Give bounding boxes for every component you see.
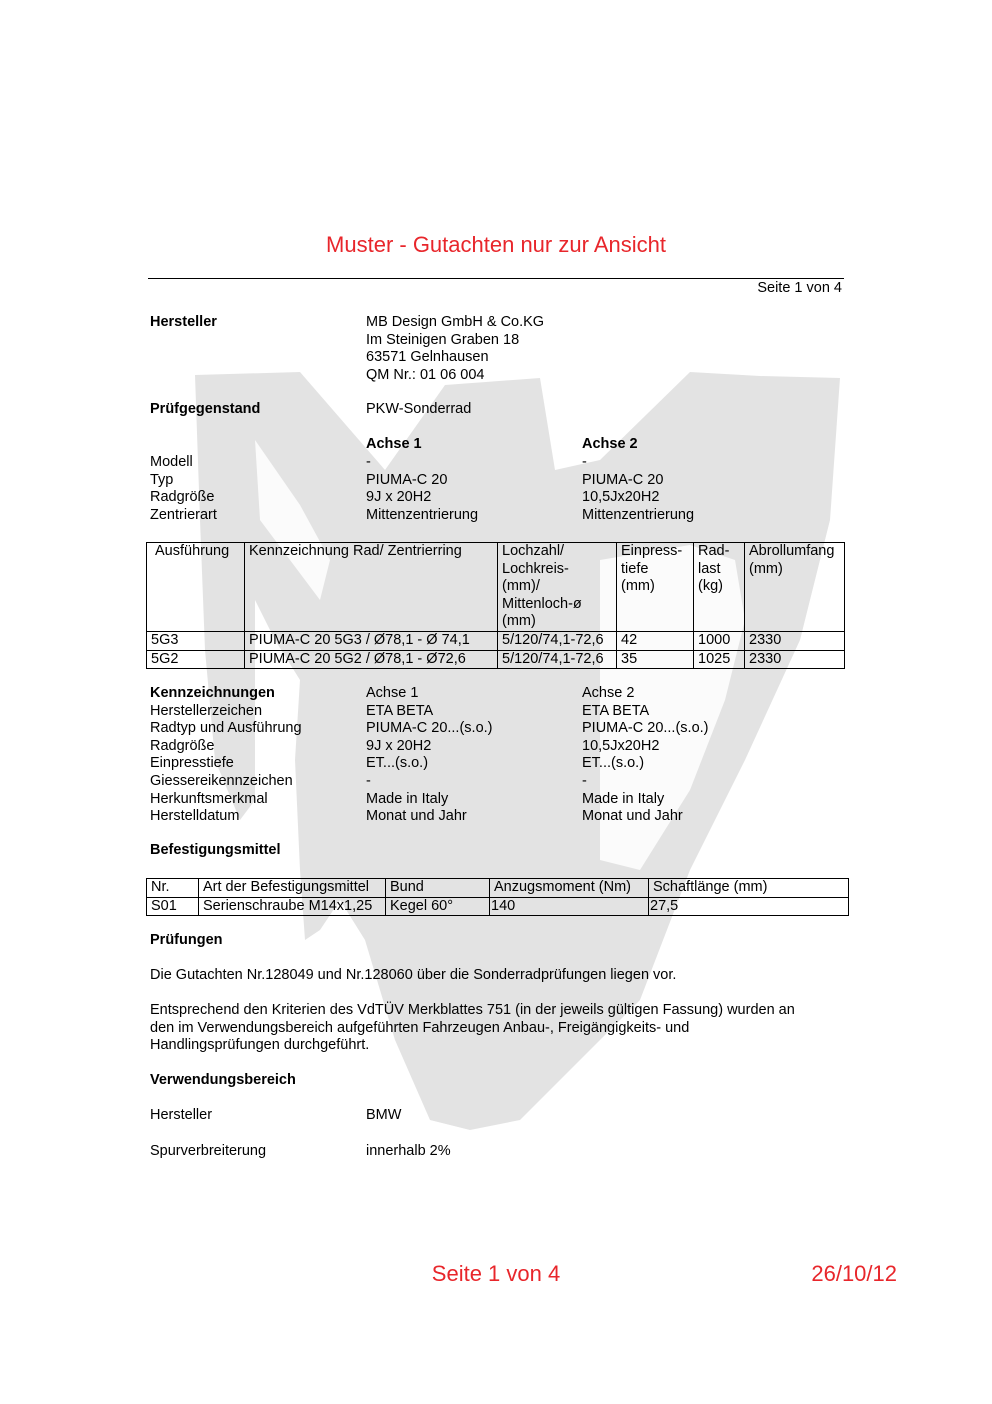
achse2-value: Made in Italy [582,790,665,807]
address-line: MB Design GmbH & Co.KG [366,314,545,330]
pruefungen-paragraph-2 [150,1002,795,1055]
pruefgegenstand-label: Prüfgegenstand [150,401,261,417]
row-label: Giessereikennzeichen [150,772,293,789]
achse1-value: ET...(s.o.) [366,755,429,772]
cell-nr: S01 [147,897,199,916]
achse1-value: ETA BETA [366,702,434,719]
row-label: Einpresstiefe [150,755,234,772]
achse2-heading: Achse 2 [582,436,638,452]
achse2-value: Monat und Jahr [582,808,683,825]
vb-hersteller-label: Hersteller [150,1107,213,1123]
header-line: tiefe [621,560,649,577]
header-schaftlaenge: Schaftlänge (mm) [649,879,849,898]
cell-bund: Kegel 60° [386,897,490,916]
achse2-value: ET...(s.o.) [582,755,645,772]
cell-art: Serienschraube M14x1,25 [199,897,386,916]
verwendungsbereich-heading: Verwendungsbereich [150,1072,296,1088]
cell-anzugsmoment: 140 [490,897,649,916]
header-line: Lochkreis- [502,560,569,577]
achse2-heading: Achse 2 [582,685,635,701]
achse1-heading: Achse 1 [366,685,419,701]
achse2-value: PIUMA-C 20 [582,471,664,488]
header-nr: Nr. [147,879,199,898]
table-row [147,650,845,669]
vb-spur-value: innerhalb 2% [366,1143,451,1159]
achse1-value: - [366,454,371,470]
header-art: Art der Befestigungsmittel [199,879,386,898]
row-label: Zentrierart [150,506,217,523]
achse1-value: Monat und Jahr [366,808,467,825]
achse1-values [366,454,478,524]
achsen-labels [150,454,217,524]
table-row [147,632,845,651]
row-label: Typ [150,471,174,488]
cell-ausfuehrung: 5G3 [147,632,245,651]
hersteller-address [366,314,544,384]
cell-radlast: 1025 [694,650,745,669]
achse1-value: 9J x 20H2 [366,737,432,754]
vb-spur-label: Spurverbreiterung [150,1143,267,1159]
fastener-table [146,878,849,916]
header-bund: Bund [386,879,490,898]
header-lochzahl [498,543,617,632]
kennzeichnungen-heading: Kennzeichnungen [150,685,275,701]
header-line: (mm)/ [502,578,540,595]
kennzeichnungen-achse2 [582,685,709,826]
header-radlast [694,543,745,632]
cell-abrollumfang: 2330 [745,632,845,651]
header-abrollumfang [745,543,845,632]
footer-page-number: Seite 1 von 4 [431,1261,561,1286]
row-label: Modell [150,454,193,470]
paragraph-line: den im Verwendungsbereich aufgeführten Fahrzeugen Anbau-, Freigängigkeits- und [150,1019,690,1036]
cell-ausfuehrung: 5G2 [147,650,245,669]
paragraph-line: Entsprechend den Kriterien des VdTÜV Merkblattes 751 (in der jeweils gültigen Fassung) wurden an [150,1002,795,1018]
achse2-value: 10,5Jx20H2 [582,737,660,754]
cell-schaftlaenge: 27,5 [649,897,849,916]
table-row [147,897,849,916]
achse1-value: PIUMA-C 20 [366,471,448,488]
achse1-value: PIUMA-C 20...(s.o.) [366,720,493,737]
cell-kennzeichnung: PIUMA-C 20 5G2 / Ø78,1 - Ø72,6 [245,650,498,669]
header-line: Abrollumfang [749,543,835,559]
achse2-value: ETA BETA [582,702,650,719]
header-line: last [698,560,721,577]
address-line: QM Nr.: 01 06 004 [366,366,485,383]
header-line: (mm) [502,613,536,630]
pruefgegenstand-value: PKW-Sonderrad [366,401,472,417]
header-line: Einpress- [621,543,683,559]
achse1-value: Made in Italy [366,790,449,807]
achse1-value: 9J x 20H2 [366,489,432,506]
row-label: Radgröße [150,737,215,754]
achse1-heading: Achse 1 [366,436,422,452]
page-number-top: Seite 1 von 4 [757,280,842,296]
address-line: 63571 Gelnhausen [366,349,489,366]
header-rule [148,278,844,279]
row-label: Radgröße [150,489,215,506]
cell-radlast: 1000 [694,632,745,651]
achse2-value: 10,5Jx20H2 [582,489,660,506]
achse2-value: Mittenzentrierung [582,506,695,523]
kennzeichnungen-achse1 [366,685,493,826]
vb-hersteller-value: BMW [366,1107,402,1123]
footer-date: 26/10/12 [811,1261,897,1286]
cell-lochzahl: 5/120/74,1-72,6 [498,650,617,669]
header-line: (mm) [749,560,783,577]
cell-einpresstiefe: 42 [617,632,694,651]
row-label: Radtyp und Ausführung [150,720,302,737]
header-line: Lochzahl/ [502,543,565,559]
pruefungen-heading: Prüfungen [150,932,223,948]
cell-einpresstiefe: 35 [617,650,694,669]
header-line: Mittenloch-ø [502,595,582,612]
header-line: (kg) [698,578,723,595]
draft-notice: Muster - Gutachten nur zur Ansicht [326,232,666,257]
address-line: Im Steinigen Graben 18 [366,331,520,348]
header-anzugsmoment: Anzugsmoment (Nm) [490,879,649,898]
header-line: (mm) [621,578,655,595]
cell-abrollumfang: 2330 [745,650,845,669]
table-header-row [147,543,845,632]
row-label: Herkunftsmerkmal [150,790,268,807]
befestigung-heading: Befestigungsmittel [150,842,281,858]
achse2-value: - [582,454,587,470]
achse2-values [582,454,694,524]
header-kennzeichnung: Kennzeichnung Rad/ Zentrierring [245,543,498,632]
achse2-value: - [582,772,587,789]
cell-lochzahl: 5/120/74,1-72,6 [498,632,617,651]
row-label: Herstellerzeichen [150,702,263,719]
wheel-table [146,542,845,669]
header-line: Rad- [698,543,730,559]
header-einpresstiefe [617,543,694,632]
header-ausfuehrung: Ausführung [147,543,245,632]
row-label: Herstelldatum [150,808,240,825]
achse1-value: - [366,772,371,789]
cell-kennzeichnung: PIUMA-C 20 5G3 / Ø78,1 - Ø 74,1 [245,632,498,651]
paragraph-line: Handlingsprüfungen durchgeführt. [150,1037,370,1054]
pruefungen-paragraph-1: Die Gutachten Nr.128049 und Nr.128060 über die Sonderradprüfungen liegen vor. [150,967,677,983]
kennzeichnungen-labels [150,685,302,826]
achse1-value: Mittenzentrierung [366,506,479,523]
achse2-value: PIUMA-C 20...(s.o.) [582,720,709,737]
table-header-row [147,879,849,898]
hersteller-label: Hersteller [150,314,217,330]
